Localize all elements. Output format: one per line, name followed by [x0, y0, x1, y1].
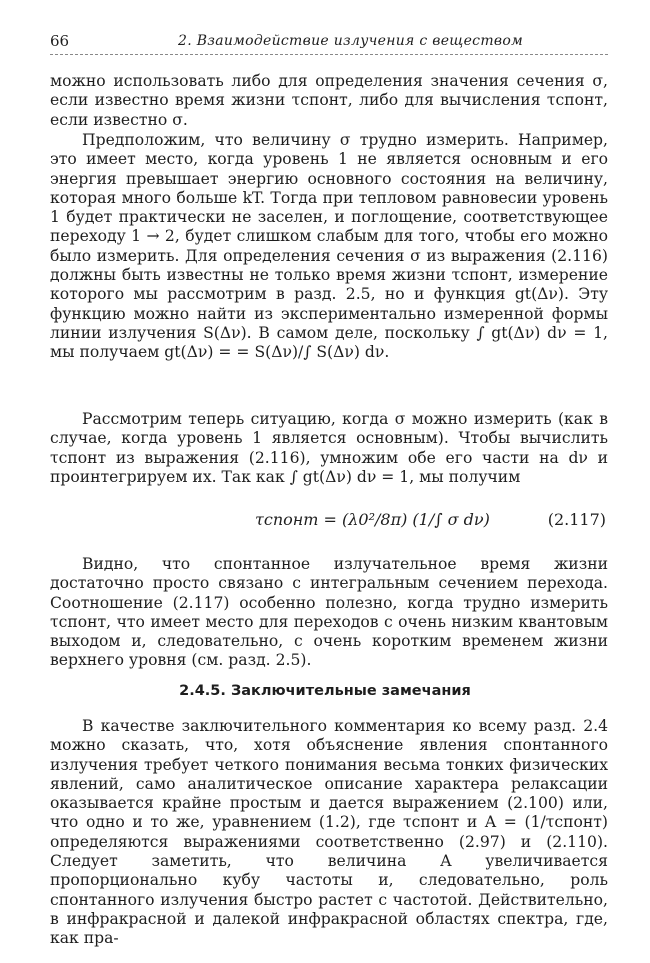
running-header	[50, 32, 608, 55]
section-heading: 2.4.5. Заключительные замечания	[179, 683, 471, 699]
paragraph-2: Предположим, что величину σ трудно измерить. Например, это имеет место, когда уровень 1 не является основным и его энергия превышает энергию основного состояния на величину, которая много больше kT. Тогда при тепловом равновесии уровень 1 будет практически не заселен, и поглощение, соответствующее переходу 1 → 2, будет слишком слабым для того, чтобы его можно было измерить. Для определения сечения σ из выражения (2.116) должны быть известны не только время жизни τспонт, измерение которого мы рассмотрим в разд. 2.5, но и функция gt(Δν). Эту функцию можно найти из экспериментально измеренной формы линии излучения S(Δν). В самом деле, поскольку ∫ gt(Δν) dν = 1, мы получаем gt(Δν) = = S(Δν)/∫ S(Δν) dν.	[50, 131, 608, 362]
paragraph-1: можно использовать либо для определения значения сечения σ, если известно время жизни τспонт, либо для вычисления τспонт, если известно σ.	[50, 72, 608, 129]
equation-body: τспонт = (λ0²/8π) (1/∫ σ dν)	[255, 510, 490, 529]
paragraph-3: Рассмотрим теперь ситуацию, когда σ можно измерить (как в случае, когда уровень 1 является основным). Чтобы вычислить τспонт из выражения (2.116), умножим обе его части на dν и проинтегрируем их. Так как ∫ gt(Δν) dν = 1, мы получим	[50, 410, 608, 486]
paragraph-4: Видно, что спонтанное излучательное время жизни достаточно просто связано с интегральным сечением перехода. Соотношение (2.117) особенно полезно, когда трудно измерить τспонт, что имеет место для переходов с очень низким квантовым выходом и, следовательно, с очень коротким временем жизни верхнего уровня (см. разд. 2.5).	[50, 555, 608, 670]
paragraph-5: В качестве заключительного комментария ко всему разд. 2.4 можно сказать, что, хотя объяснение явления спонтанного излучения требует четкого понимания весьма тонких физических явлений, само аналитическое описание характера релаксации оказывается крайне простым и дается выражением (2.100) или, что одно и то же, уравнением (1.2), где τспонт и A = (1/τспонт) определяются выражениями соответственно (2.97) и (2.110). Следует заметить, что величина A увеличивается пропорционально кубу частоты и, следовательно, роль спонтанного излучения быстро растет с частотой. Действительно, в инфракрасной и далекой инфракрасной областях спектра, где, как пра-	[50, 717, 608, 948]
page-number: 66	[50, 32, 70, 50]
equation-number: (2.117)	[547, 510, 606, 529]
running-title: 2. Взаимодействие излучения с веществом	[178, 33, 523, 49]
